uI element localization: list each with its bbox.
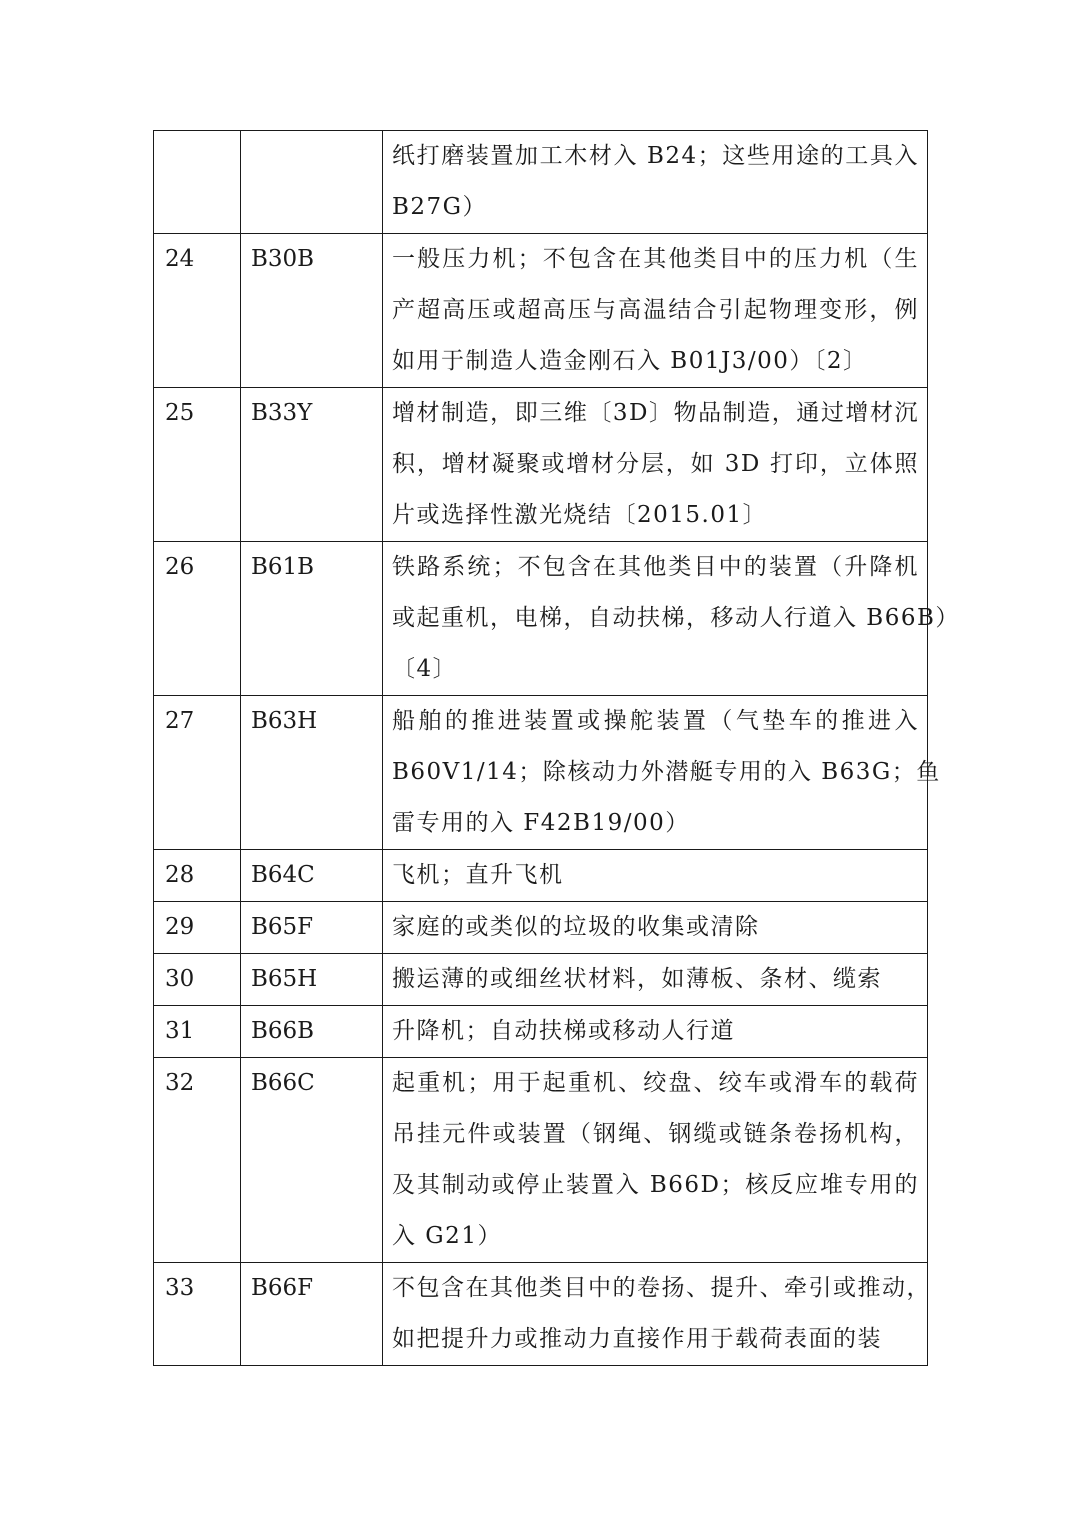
table-row	[154, 131, 928, 234]
description-line: 雷专用的入 F42B19/00）	[392, 810, 690, 836]
table-row	[154, 1263, 928, 1366]
classification-code: B30B	[241, 234, 383, 388]
table-row	[154, 1006, 928, 1058]
classification-description	[383, 850, 928, 902]
table-row	[154, 234, 928, 388]
classification-description	[383, 902, 928, 954]
row-number: 26	[154, 542, 241, 696]
row-number: 33	[154, 1263, 241, 1366]
description-line: B27G）	[392, 194, 488, 220]
description-line: 如把提升力或推动力直接作用于载荷表面的装	[392, 1326, 882, 1352]
classification-description	[383, 542, 960, 696]
table-body	[154, 131, 960, 1366]
row-number: 27	[154, 696, 241, 850]
table-row	[154, 850, 928, 902]
description-line: 纸打磨装置加工木材入 B24；这些用途的工具入	[392, 143, 919, 169]
classification-code: B66C	[241, 1058, 383, 1263]
row-number: 25	[154, 388, 241, 542]
classification-description	[383, 388, 928, 542]
classification-table	[153, 130, 960, 1366]
row-number: 30	[154, 954, 241, 1006]
row-number: 32	[154, 1058, 241, 1263]
classification-code: B66B	[241, 1006, 383, 1058]
classification-code: B33Y	[241, 388, 383, 542]
classification-description	[383, 1006, 928, 1058]
description-line: 〔4〕	[392, 656, 458, 682]
description-line: 或起重机，电梯，自动扶梯，移动人行道入 B66B）	[392, 605, 960, 631]
classification-description	[383, 1263, 931, 1366]
description-line: 家庭的或类似的垃圾的收集或清除	[392, 914, 760, 940]
table-row	[154, 696, 928, 850]
classification-code	[241, 131, 383, 234]
description-line: 如用于制造人造金刚石入 B01J3/00）〔2〕	[392, 348, 868, 374]
description-line: 入 G21）	[392, 1223, 502, 1249]
classification-code: B64C	[241, 850, 383, 902]
row-number: 29	[154, 902, 241, 954]
description-line: 搬运薄的或细丝状材料，如薄板、条材、缆索	[392, 966, 882, 992]
description-line: B60V1/14；除核动力外潜艇专用的入 B63G；鱼	[392, 759, 941, 785]
description-line: 起重机；用于起重机、绞盘、绞车或滑车的载荷	[392, 1070, 919, 1096]
classification-description	[383, 234, 928, 388]
description-line: 增材制造，即三维〔3D〕物品制造，通过增材沉	[392, 400, 919, 426]
classification-code: B65H	[241, 954, 383, 1006]
classification-description	[383, 1058, 928, 1263]
table-row	[154, 1058, 928, 1263]
table-row	[154, 388, 928, 542]
classification-code: B66F	[241, 1263, 383, 1366]
row-number	[154, 131, 241, 234]
description-line: 产超高压或超高压与高温结合引起物理变形，例	[392, 297, 919, 323]
table-row	[154, 954, 928, 1006]
description-line: 船舶的推进装置或操舵装置（气垫车的推进入	[392, 708, 919, 734]
description-line: 一般压力机；不包含在其他类目中的压力机（生	[392, 246, 919, 272]
classification-description	[383, 131, 928, 234]
row-number: 31	[154, 1006, 241, 1058]
classification-description	[383, 954, 928, 1006]
description-line: 飞机；直升飞机	[392, 862, 564, 888]
description-line: 片或选择性激光烧结〔2015.01〕	[392, 502, 768, 528]
description-line: 及其制动或停止装置入 B66D；核反应堆专用的	[392, 1172, 919, 1198]
classification-code: B65F	[241, 902, 383, 954]
classification-description	[383, 696, 941, 850]
description-line: 铁路系统；不包含在其他类目中的装置（升降机	[392, 554, 919, 580]
description-line: 吊挂元件或装置（钢绳、钢缆或链条卷扬机构，	[392, 1121, 919, 1147]
classification-code: B63H	[241, 696, 383, 850]
table-row	[154, 542, 928, 696]
description-line: 不包含在其他类目中的卷扬、提升、牵引或推动，	[392, 1275, 931, 1301]
description-line: 积，增材凝聚或增材分层，如 3D 打印，立体照	[392, 451, 919, 477]
table-row	[154, 902, 928, 954]
classification-code: B61B	[241, 542, 383, 696]
row-number: 24	[154, 234, 241, 388]
row-number: 28	[154, 850, 241, 902]
description-line: 升降机；自动扶梯或移动人行道	[392, 1018, 735, 1044]
